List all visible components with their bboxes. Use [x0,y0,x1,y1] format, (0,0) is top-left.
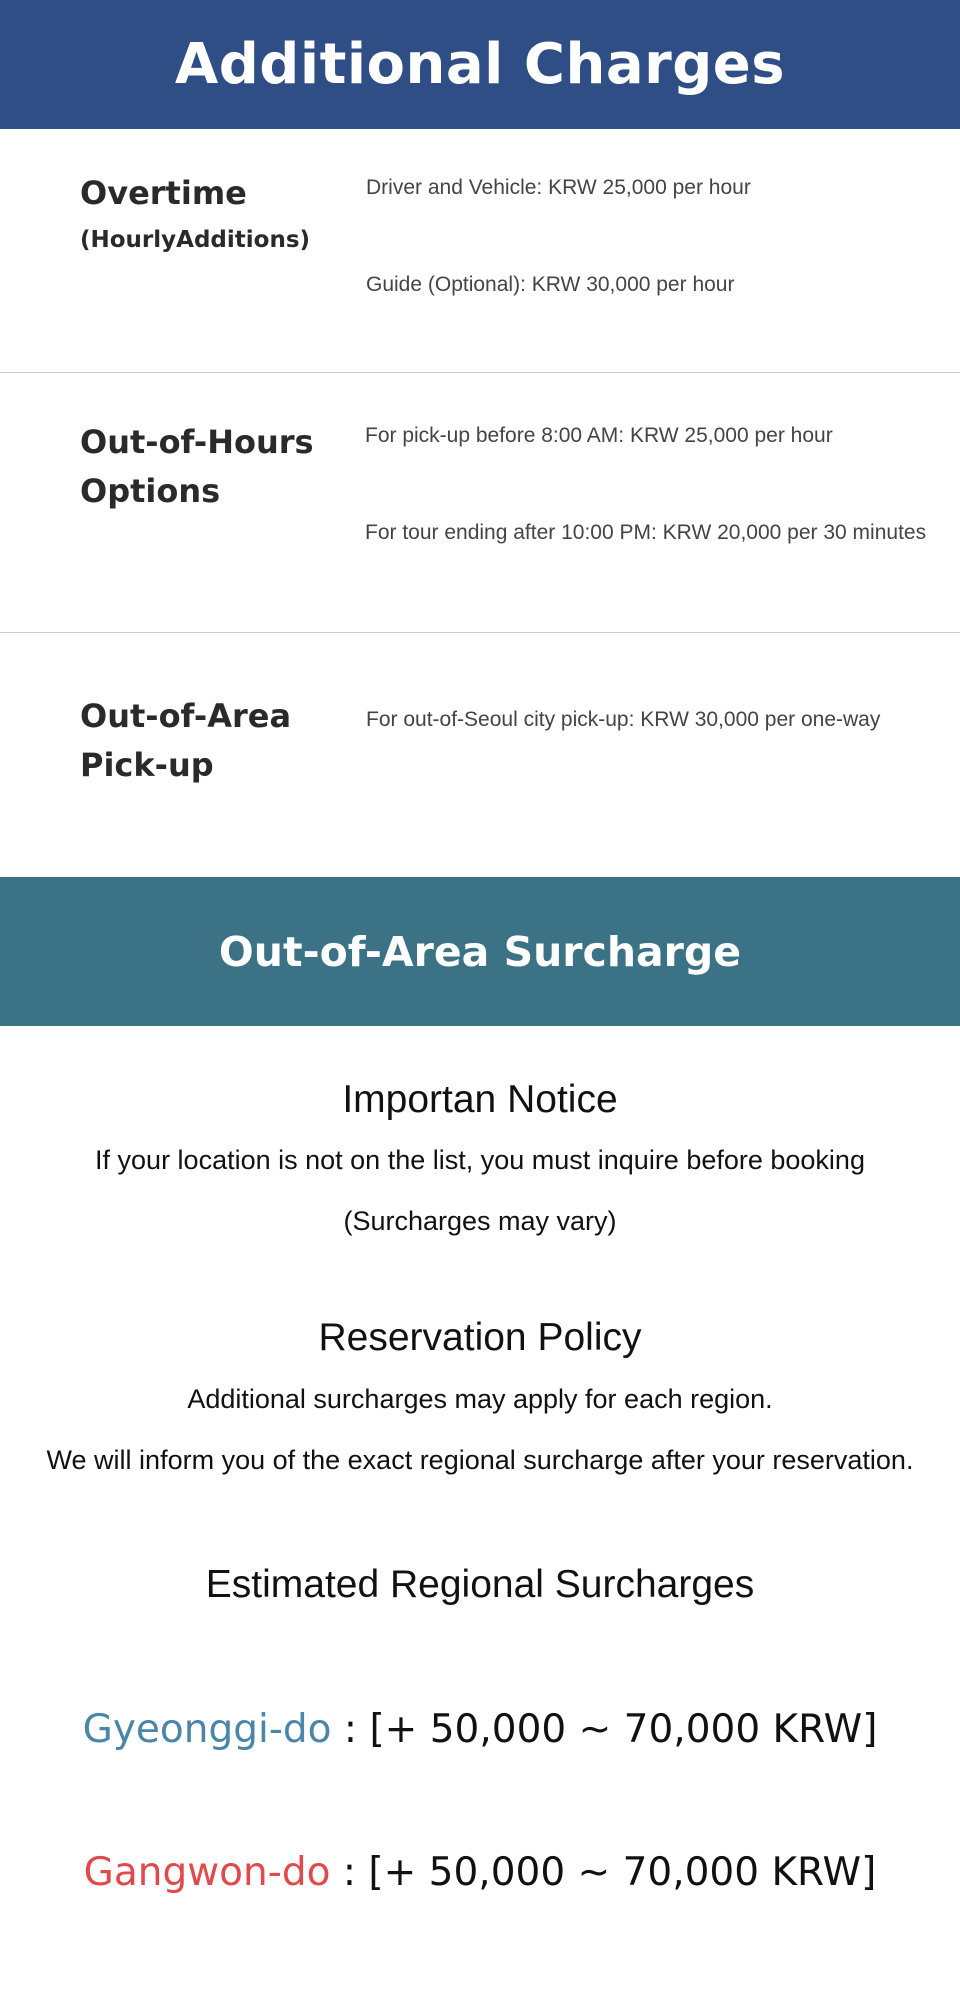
out-of-seoul-pickup-rate: For out-of-Seoul city pick-up: KRW 30,000 per one-way [366,708,881,731]
region-separator: : [330,1850,369,1895]
late-ending-rate: For tour ending after 10:00 PM: KRW 20,000 per 30 minutes [365,521,927,544]
reservation-policy-section [0,1243,960,1482]
overtime-subtitle: (HourlyAdditions) [80,227,311,253]
overtime-driver-rate: Driver and Vehicle: KRW 25,000 per hour [366,176,751,199]
out-of-hours-title-line1: Out-of-Hours [80,423,314,461]
out-of-hours-title-line2: Options [80,472,221,510]
important-notice-heading: Importan Notice [342,1078,618,1121]
overtime-title: Overtime [80,174,247,212]
page-title: Additional Charges [174,32,786,97]
overtime-title-block [80,169,310,256]
overtime-row [0,129,960,373]
region-separator: : [331,1707,370,1752]
out-of-hours-row [0,373,960,633]
estimated-surcharges-heading: Estimated Regional Surcharges [205,1563,755,1606]
surcharge-banner [0,877,960,1026]
out-of-area-pickup-title-block [80,692,291,790]
important-notice-line1: If your location is not on the list, you must inquire before booking [95,1145,865,1175]
out-of-area-title-line1: Out-of-Area [80,697,292,735]
reservation-policy-line2: We will inform you of the exact regional surcharge after your reservation. [46,1445,914,1475]
important-notice-line2: (Surcharges may vary) [343,1206,617,1236]
out-of-hours-title-block [80,418,314,516]
out-of-area-title-line2: Pick-up [80,746,214,784]
region-row-gangwon [0,1843,960,1903]
estimated-surcharges-section [0,1482,960,1610]
early-pickup-rate: For pick-up before 8:00 AM: KRW 25,000 per hour [365,424,833,447]
region-name-gyeonggi: Gyeonggi-do [82,1707,332,1752]
overtime-guide-rate: Guide (Optional): KRW 30,000 per hour [366,273,735,296]
region-row-gyeonggi [0,1700,960,1760]
region-range-gyeonggi: [+ 50,000 ~ 70,000 KRW] [369,1707,878,1752]
header-banner [0,0,960,129]
important-notice-section [0,1026,960,1243]
region-range-gangwon: [+ 50,000 ~ 70,000 KRW] [368,1850,877,1895]
out-of-area-pickup-row [0,633,960,877]
reservation-policy-heading: Reservation Policy [318,1316,642,1359]
region-name-gangwon: Gangwon-do [83,1850,331,1895]
surcharge-title: Out-of-Area Surcharge [218,927,742,976]
reservation-policy-line1: Additional surcharges may apply for each region. [187,1384,773,1414]
